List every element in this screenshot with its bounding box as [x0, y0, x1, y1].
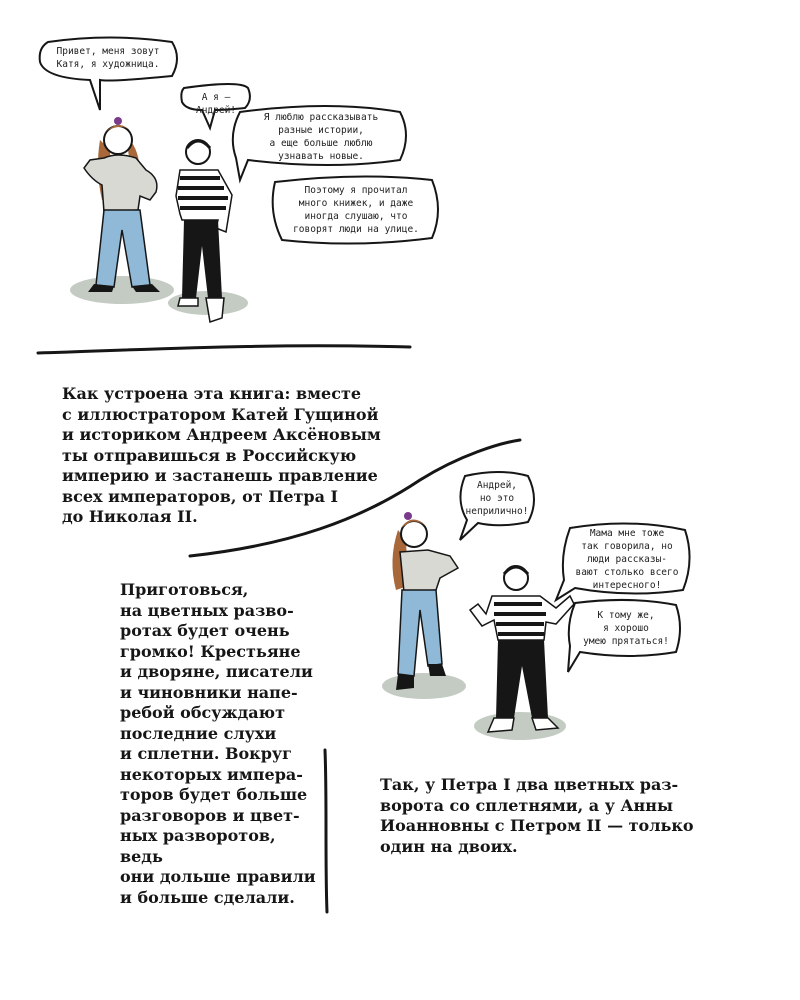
bubble-text-andrey-intro: А я – Андрей!	[195, 92, 237, 116]
bubble-text-andrey-books: Поэтому я прочитал много книжек, и даже иногда слушаю, что говорят люди на улице.	[293, 185, 419, 235]
andrey-figure-bottom	[470, 566, 574, 732]
paragraph-get-ready: Приготовься, на цветных разво- ротах будет очень громко! Крестьяне и дворяне, писатели и чиновники напе- ребой обсуждают последние слухи и сплетни. Вокруг некоторых импера- торов будет больше разговоров и цвет- ных разворотов, ведь они дольше правили и больше сделали.	[120, 580, 316, 907]
bubble-text-andrey-mother: Мама мне тоже так говорила, но люди рассказы- вают столько всего интересного!	[575, 528, 679, 591]
bubble-text-andrey-stories: Я люблю рассказывать разные истории, а еще больше люблю узнавать новые.	[263, 112, 379, 162]
bubble-text-katya-intro: Привет, меня зовут Катя, я художница.	[56, 46, 160, 70]
katya-figure-bottom	[392, 512, 458, 690]
bubble-text-andrey-hide: К тому же, я хорошо умею прятаться!	[583, 610, 669, 647]
paragraph-how-book-works: Как устроена эта книга: вместе с иллюстратором Катей Гущиной и историком Андреем Аксёновым ты отправишься в Российскую империю и застанешь правление всех императоров, от Петра I до Николая II.	[62, 384, 381, 526]
paragraph-peter-example: Так, у Петра I два цветных раз- ворота со сплетнями, а у Анны Иоанновны с Петром II — только один на двоих.	[380, 775, 694, 856]
katya-shadow-bottom	[382, 673, 466, 699]
bubble-text-katya-objection: Андрей, но это неприлично!	[465, 480, 529, 517]
